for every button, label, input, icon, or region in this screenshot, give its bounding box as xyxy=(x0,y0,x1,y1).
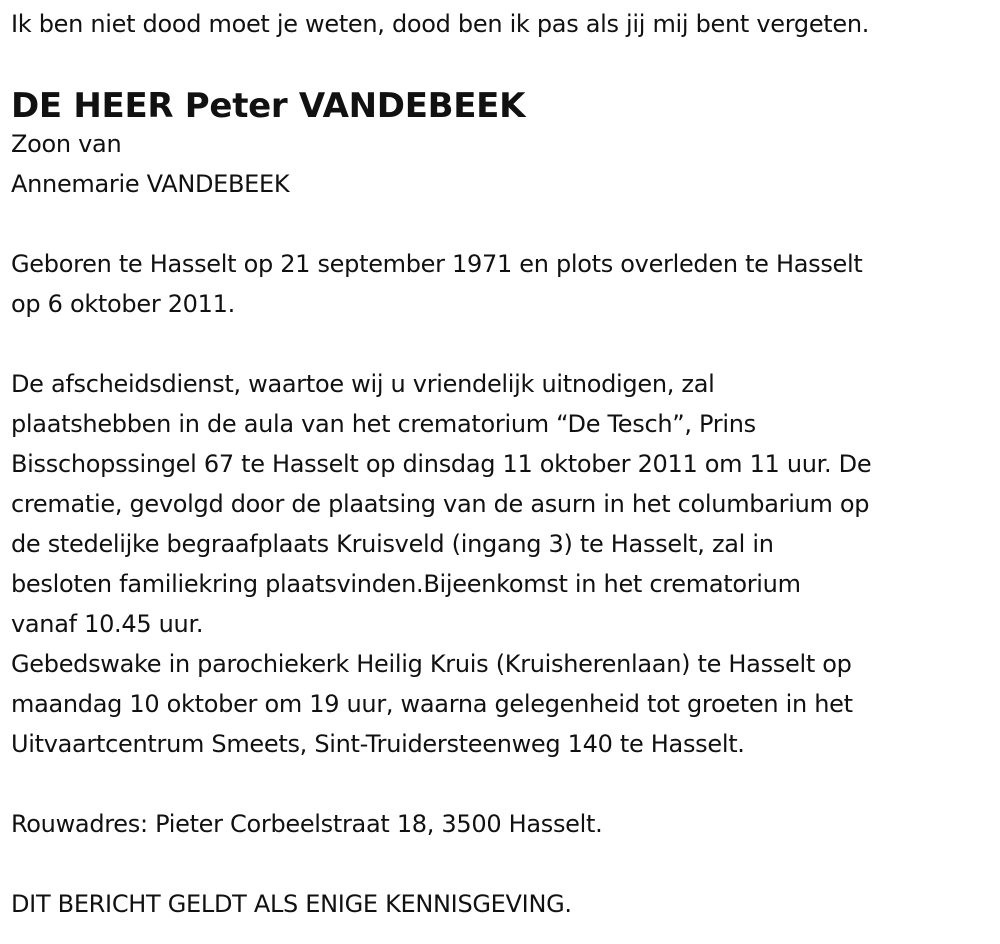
mourning-address: Rouwadres: Pieter Corbeelstraat 18, 3500 Hasselt. xyxy=(11,810,603,838)
deceased-name: DE HEER Peter VANDEBEEK xyxy=(11,86,526,126)
relation-block xyxy=(11,124,993,204)
relation-line: Zoon van xyxy=(11,130,122,158)
service-line: crematie, gevolgd door de plaatsing van de asurn in het columbarium op xyxy=(11,490,870,518)
service-line: de stedelijke begraafplaats Kruisveld (ingang 3) te Hasselt, zal in xyxy=(11,530,774,558)
wake-line: maandag 10 oktober om 19 uur, waarna gelegenheid tot groeten in het xyxy=(11,690,853,718)
wake-line: Uitvaartcentrum Smeets, Sint-Truidersteenweg 140 te Hasselt. xyxy=(11,730,745,758)
service-line: Bisschopssingel 67 te Hasselt op dinsdag 11 oktober 2011 om 11 uur. De xyxy=(11,450,872,478)
service-details-block xyxy=(11,364,993,764)
mourning-address-block xyxy=(11,804,993,844)
wake-line: Gebedswake in parochiekerk Heilig Kruis (Kruisherenlaan) te Hasselt op xyxy=(11,650,852,678)
parent-name: Annemarie VANDEBEEK xyxy=(11,170,290,198)
obituary-notice xyxy=(11,0,993,924)
motto-quote: Ik ben niet dood moet je weten, dood ben ik pas als jij mij bent vergeten. xyxy=(11,10,870,38)
service-line: De afscheidsdienst, waartoe wij u vriendelijk uitnodigen, zal xyxy=(11,370,715,398)
sole-notice-statement: DIT BERICHT GELDT ALS ENIGE KENNISGEVING. xyxy=(11,890,572,918)
birth-death-line: op 6 oktober 2011. xyxy=(11,290,235,318)
service-line: vanaf 10.45 uur. xyxy=(11,610,204,638)
notice-block xyxy=(11,884,993,924)
service-line: plaatshebben in de aula van het crematorium “De Tesch”, Prins xyxy=(11,410,756,438)
birth-death-line: Geboren te Hasselt op 21 september 1971 en plots overleden te Hasselt xyxy=(11,250,863,278)
service-line: besloten familiekring plaatsvinden.Bijeenkomst in het crematorium xyxy=(11,570,801,598)
birth-death-block xyxy=(11,244,993,324)
